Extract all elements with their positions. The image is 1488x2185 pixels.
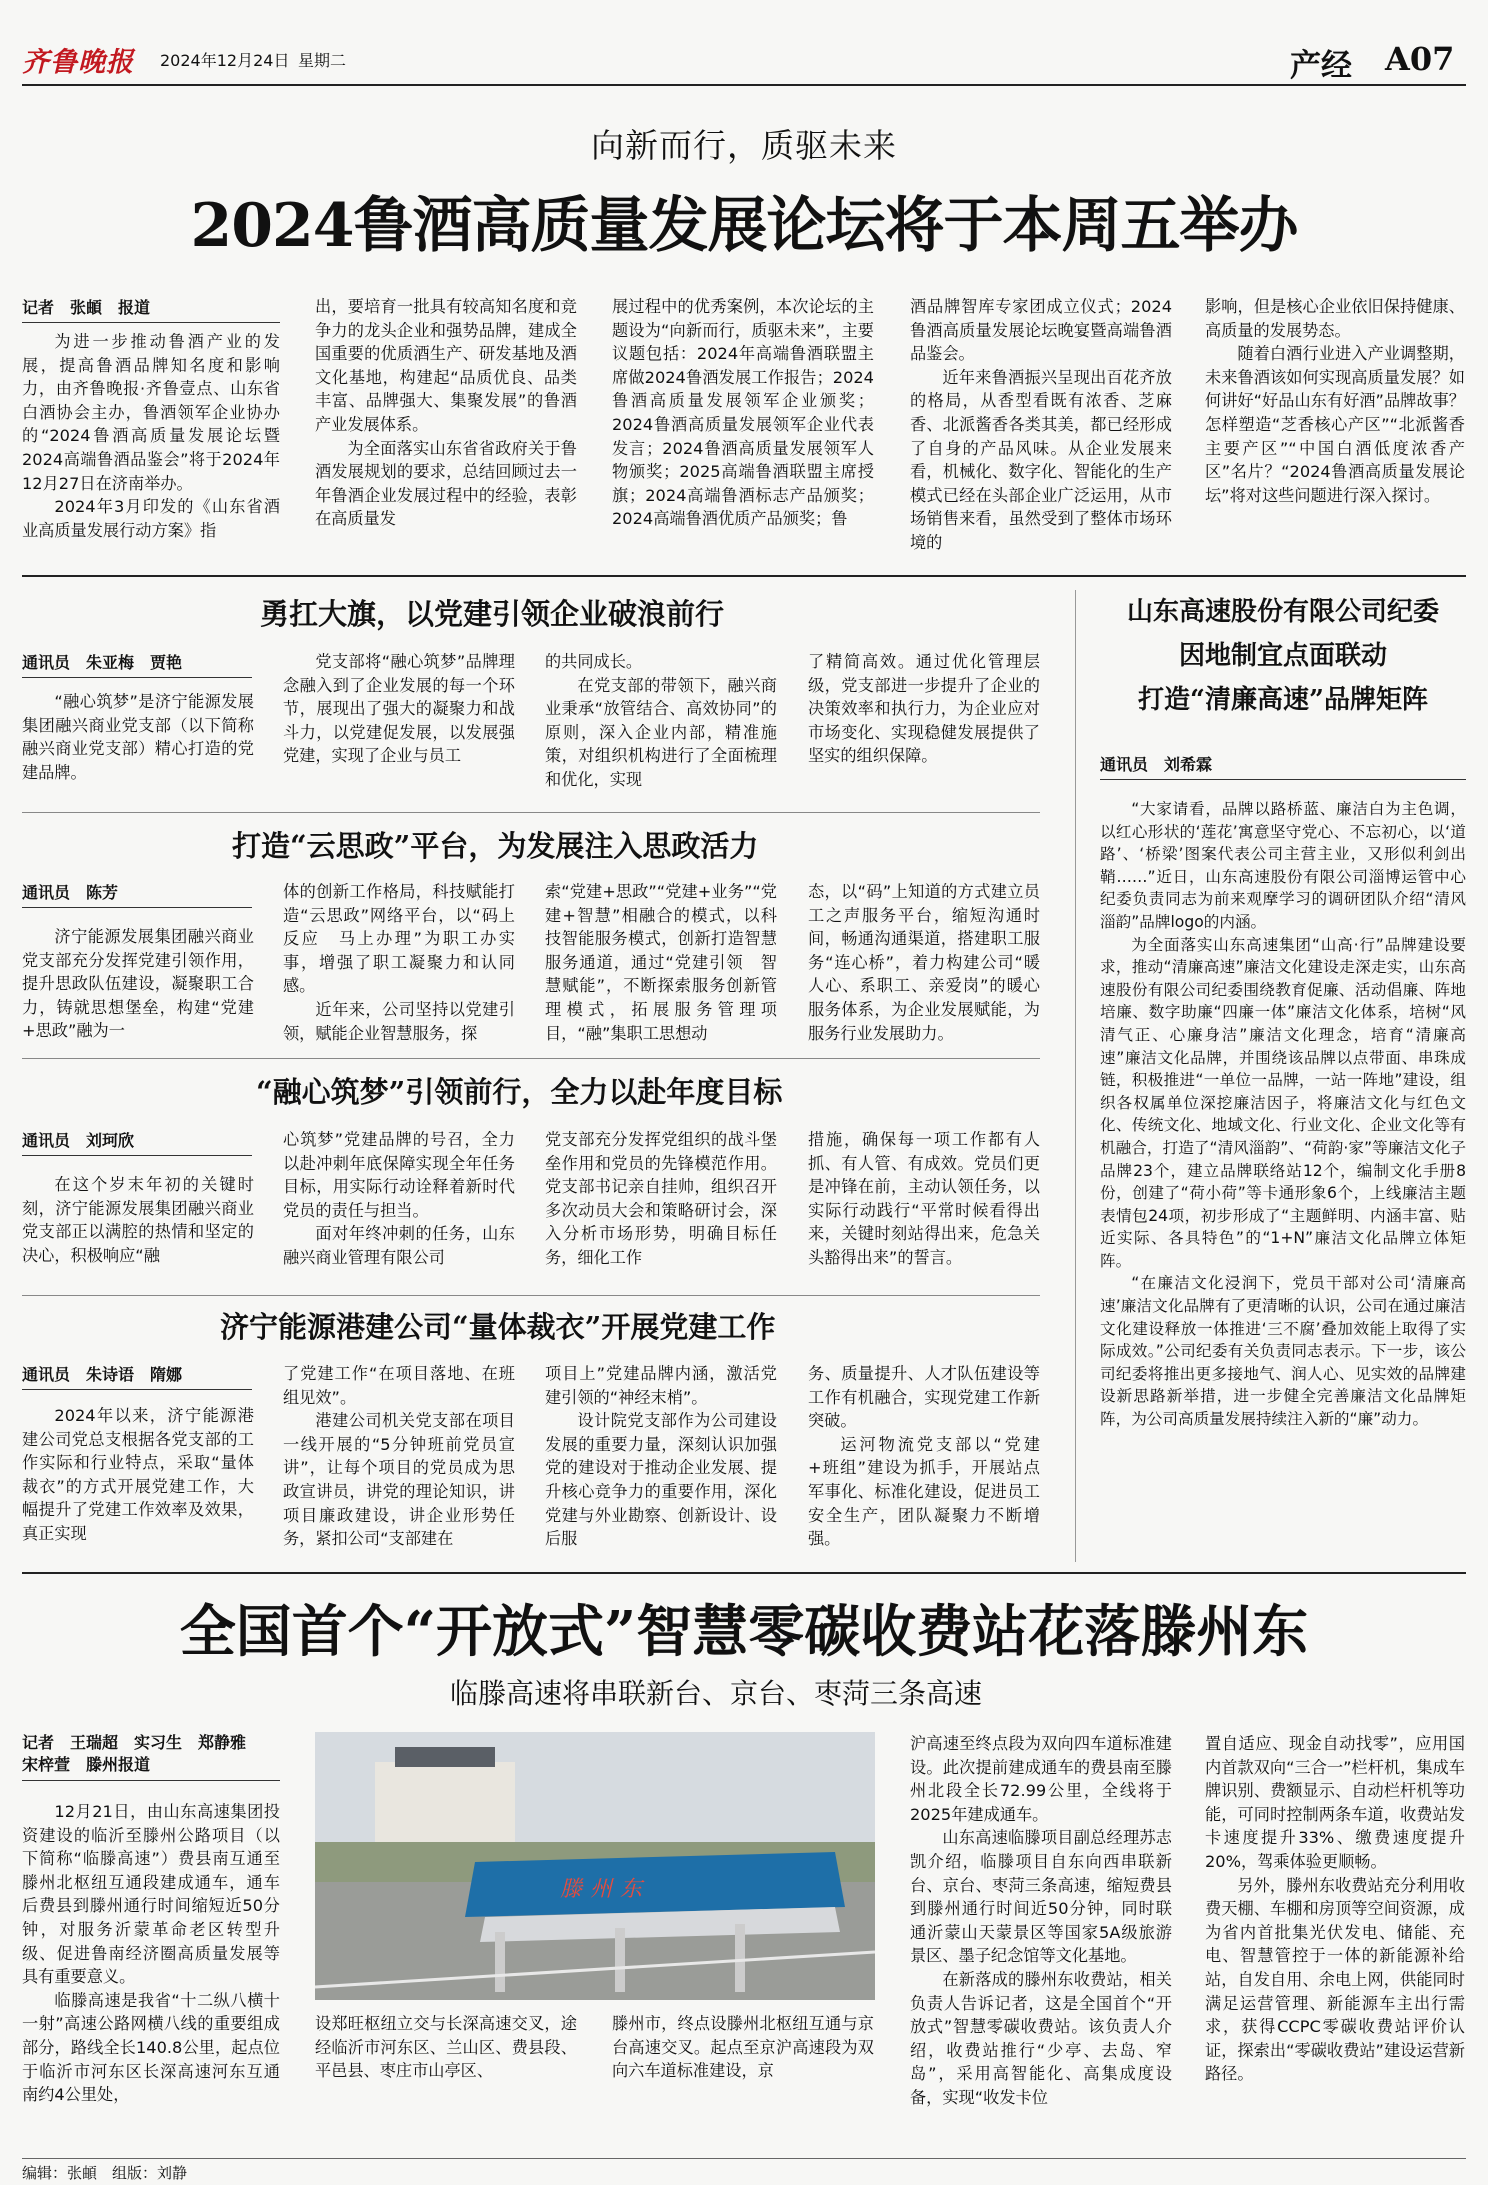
paragraph: 近年来鲁酒振兴呈现出百花齐放的格局，从香型看既有浓香、芝麻香、北派酱香各类其美，都已经形成了自身的产品风味。从企业发展来看，机械化、数字化、智能化的生产模式已经在头部企业广泛运用，从市场销售来看，虽然受到了整体市场环境的 [910,367,1172,552]
article1-column-3 [612,295,874,560]
paragraph: 在这个岁末年初的关键时刻，济宁能源发展集团融兴商业党支部正以满腔的热情和坚定的决心，积极响应“融 [22,1175,254,1265]
sidebar-divider [1075,590,1076,1562]
article2-subheadline: 临滕高速将串联新台、京台、枣菏三条高速 [450,1677,983,1710]
story2-column-1 [22,925,254,1045]
story3-column-1 [22,1173,254,1283]
paragraph: 了精简高效。通过优化管理层级，党支部进一步提升了企业的决策效率和执行力，为企业应对市场变化、实现稳健发展提供了坚实的组织保障。 [808,652,1040,766]
toll-station-sign: 滕州东 [560,1877,651,1902]
article1-column-5 [1205,295,1465,560]
paragraph: 山东高速临滕项目副总经理苏志凯介绍，临滕项目自东向西串联新台、京台、枣菏三条高速，缩短费县到滕州通行时间近50分钟，同时联通沂蒙山天蒙景区等国家5A级旅游景区、墨子纪念馆等文化基地。 [910,1828,1172,1966]
paragraph: 另外，滕州东收费站充分利用收费天棚、车棚和房顶等空间资源，成为省内首批集光伏发电、储能、充电、智慧管控于一体的新能源补给站，自发自用、余电上网，供能同时满足运营管理、新能源车主出行需求，获得CCPC零碳收费站评价认证，探索出“零碳收费站”建设运营新路径。 [1205,1875,1465,2084]
paragraph: 2024年以来，济宁能源港建公司党总支根据各党支部的工作实际和行业特点，采取“量体裁衣”的方式开展党建工作，大幅提升了党建工作效率及效果，真正实现 [22,1406,254,1543]
sidebar-byline: 通讯员 刘希霖 [1100,752,1466,780]
story4-column-4 [808,1362,1040,1564]
masthead [0,0,1488,88]
paragraph: 在党支部的带领下，融兴商业秉承“放管结合、高效协同”的原则，深入企业内部，精准施策，对组织机构进行了全面梳理和优化，实现 [545,675,777,789]
story1-byline: 通讯员 朱亚梅 贾艳 [22,650,252,678]
story4-column-1 [22,1404,254,1564]
toll-station-illustration [315,1732,875,2000]
story4-column-2 [283,1362,515,1564]
issue-date: 2024年12月24日 [160,51,290,70]
article2-column-4 [910,1732,1172,2155]
story2-headline: 打造“云思政”平台，为发展注入思政活力 [232,829,759,863]
paragraph: 面对年终冲刺的任务，山东融兴商业管理有限公司 [283,1224,515,1267]
paragraph: 沪高速至终点段为双向四车道标准建设。此次提前建成通车的费县南至滕州北段全长72.99公里，全线将于2025年建成通车。 [910,1734,1172,1824]
story4-byline: 通讯员 朱诗语 隋娜 [22,1362,252,1390]
sidebar-headline-line-3: 打造“清廉高速”品牌矩阵 [1138,685,1428,715]
footer-rule [22,2158,1466,2159]
paragraph: 党支部充分发挥党组织的战斗堡垒作用和党员的先锋模范作用。党支部书记亲自挂帅，组织召开多次动员大会和策略研讨会，深入分析市场形势，明确目标任务，细化工作 [545,1130,777,1267]
paragraph: 出，要培育一批具有较高知名度和竞争力的龙头企业和强势品牌，建成全国重要的优质酒生产、研发基地及酒文化基地，构建起“品质优良、品类丰富、品牌强大、集聚发展”的鲁酒产业发展体系。 [315,297,577,434]
paragraph: 滕州市，终点设滕州北枢纽互通与京台高速交叉。起点至京沪高速段为双向六车道标准建设，京 [612,2014,874,2081]
paragraph: “大家请看，品牌以路桥蓝、廉洁白为主色调，以红心形状的‘莲花’寓意坚守党心、不忘初心，以‘道路’、‘桥梁’图案代表公司主营主业，又形似利剑出鞘……”近日，山东高速股份有限公司淄博运管中心纪委负责同志为前来观摩学习的调研团队介绍“清风淄韵”品牌logo的内涵。 [1100,800,1466,931]
article2-column-1 [22,1800,280,2155]
paragraph: 体的创新工作格局，科技赋能打造“云思政”网络平台，以“码上反应 马上办理”为职工办实事，增强了职工凝聚力和认同感。 [283,882,515,996]
story2-column-2 [283,880,515,1045]
story-divider [22,1295,1040,1296]
story-divider [22,812,1040,813]
page-number: A07 [1385,40,1455,78]
article2-byline [22,1732,280,1781]
story1-column-4 [808,650,1040,800]
sidebar-headline-line-2: 因地制宜点面联动 [1178,641,1387,671]
newspaper-logo: 齐鲁晚报 [22,47,134,78]
section-name: 产经 [1290,48,1352,84]
paragraph: “在廉洁文化浸润下，党员干部对公司‘清廉高速’廉洁文化品牌有了更清晰的认识，公司在通过廉洁文化建设释放一体推进‘三不腐’叠加效能上取得了实际成效。”公司纪委有关负责同志表示。下一步，该公司纪委将推出更多接地气、润人心、见实效的品牌建设新思路新举措，进一步健全完善廉洁文化品牌矩阵，为公司高质量发展持续注入新的“廉”动力。 [1100,1274,1466,1429]
paragraph: 的共同成长。 [545,652,643,671]
story3-headline: “融心筑梦”引领前行，全力以赴年度目标 [256,1075,783,1109]
paragraph: 心筑梦”党建品牌的号召，全力以赴冲刺年底保障实现全年任务目标，用实际行动诠释着新时代党员的责任与担当。 [283,1130,515,1220]
paragraph: 近年来，公司坚持以党建引领，赋能企业智慧服务，探 [283,999,515,1043]
paragraph: 随着白酒行业进入产业调整期，未来鲁酒该如何实现高质量发展？如何讲好“好品山东有好酒”品牌故事？怎样塑造“芝香核心产区”“北派酱香主要产区”“中国白酒低度浓香产区”名片？“2024鲁酒高质量发展论坛”将对这些问题进行深入探讨。 [1205,344,1465,505]
article2-column-3 [612,2012,874,2155]
story3-column-3 [545,1128,777,1283]
paragraph: 2024年3月印发的《山东省酒业高质量发展行动方案》指 [22,497,280,540]
paragraph: 党支部将“融心筑梦”品牌理念融入到了企业发展的每一个环节，展现出了强大的凝聚力和战斗力，以党建促发展，以发展强党建，实现了企业与员工 [283,652,515,766]
paragraph: 置自适应、现金自动找零”，应用国内首款双向“三合一”栏杆机，集成车牌识别、费额显示、自动栏杆机等功能，可同时控制两条车道，收费站发卡速度提升33%、缴费速度提升20%，驾乘体验更顺畅。 [1205,1734,1465,1871]
paragraph: 索“党建+思政”“党建+业务”“党建+智慧”相融合的模式，以科技智能服务模式，创新打造智慧服务通道，通过“党建引领 智慧赋能”，不断探索服务创新管理模式，拓展服务管理项目，“融”集职工思想动 [545,882,777,1043]
paragraph: “融心筑梦”是济宁能源发展集团融兴商业党支部（以下简称融兴商业党支部）精心打造的党建品牌。 [22,692,254,782]
article1-column-1 [22,330,280,560]
paragraph: 港建公司机关党支部在项目一线开展的“5分钟班前党员宣讲”，让每个项目的党员成为思政宣讲员，讲党的理论知识，讲项目廉政建设，讲企业形势任务，紧扣公司“支部建在 [283,1411,515,1549]
paragraph: 酒品牌智库专家团成立仪式；2024鲁酒高质量发展论坛晚宴暨高端鲁酒品鉴会。 [910,297,1172,364]
paragraph: 设郑旺枢纽立交与长深高速交叉，途经临沂市河东区、兰山区、费县段、平邑县、枣庄市山亭区、 [315,2014,577,2081]
paragraph: 了党建工作“在项目落地、在班组见效”。 [283,1364,515,1407]
article1-kicker: 向新而行，质驱未来 [591,126,897,165]
story1-column-1 [22,690,254,800]
sidebar-headline-line-1: 山东高速股份有限公司纪委 [1126,597,1439,627]
paragraph: 设计院党支部作为公司建设发展的重要力量，深刻认识加强党的建设对于推动企业发展、提升核心竞争力的重要作用，深化党建与外业勘察、创新设计、设后服 [545,1411,777,1549]
paragraph: 为全面落实山东省省政府关于鲁酒发展规划的要求，总结回顾过去一年鲁酒企业发展过程中的经验，表彰在高质量发 [315,438,577,529]
paragraph: 为进一步推动鲁酒产业的发展，提高鲁酒品牌知名度和影响力，由齐鲁晚报·齐鲁壹点、山东省白酒协会主办，鲁酒领军企业协办的“2024鲁酒高质量发展论坛暨2024高端鲁酒品鉴会”将于2024年12月27日在济南举办。 [22,332,280,493]
paragraph: 影响，但是核心企业依旧保持健康、高质量的发展势态。 [1205,297,1465,340]
story2-byline: 通讯员 陈芳 [22,880,252,908]
paragraph: 为全面落实山东高速集团“山高·行”品牌建设要求，推动“清廉高速”廉洁文化建设走深走实，山东高速股份有限公司纪委围绕教育促廉、活动倡廉、阵地培廉、数字助廉“四廉一体”廉洁文化体系，培树“风清气正、心廉身洁”廉洁文化理念，培育“清廉高速”廉洁文化品牌，并围绕该品牌以点带面、串珠成链，积极推进“一单位一品牌，一站一阵地”建设，组织各权属单位深挖廉洁因子，将廉洁文化与红色文化、传统文化、地域文化、行业文化、企业文化等有机融合，打造了“清风淄韵”、“荷韵·家”等廉洁文化子品牌23个，建立品牌联络站12个，编制文化手册8份，创建了“荷小荷”等卡通形象6个，上线廉洁主题表情包24项，初步形成了“主题鲜明、内涵丰富、贴近实际、各具特色”的“1+N”廉洁文化品牌立体矩阵。 [1100,935,1466,1270]
article1-column-2 [315,295,577,560]
masthead-rule [22,84,1466,86]
paragraph: 临滕高速是我省“十二纵八横十一射”高速公路网横八线的重要组成部分，路线全长140.8公里，起点位于临沂市河东区长深高速河东互通南约4公里处， [22,1990,280,2105]
story2-column-4 [808,880,1040,1045]
paragraph: 12月21日，由山东高速集团投资建设的临沂至滕州公路项目（以下简称“临滕高速”）费县南互通至滕州北枢纽互通段建成通车，通车后费县到滕州通行时间缩短近50分钟，对服务沂蒙革命老区转型升级、促进鲁南经济圈高质量发展等具有重要意义。 [22,1802,280,1987]
issue-weekday: 星期二 [298,51,347,70]
story1-column-3 [545,650,777,800]
article1-byline: 记者 张頔 报道 [22,295,280,323]
article2-headline: 全国首个“开放式”智慧零碳收费站花落滕州东 [179,1599,1309,1665]
toll-station-photo [315,1732,875,2000]
paragraph: 展过程中的优秀案例，本次论坛的主题设为“向新而行，质驱未来”，主要议题包括：2024年高端鲁酒联盟主席做2024鲁酒发展工作报告；2024鲁酒高质量发展领军企业颁奖；2024鲁酒高质量发展领军企业代表发言；2024鲁酒高质量发展领军人物颁奖；2025高端鲁酒联盟主席授旗；2024高端鲁酒标志产品颁奖；2024高端鲁酒优质产品颁奖；鲁 [612,297,874,529]
story2-column-3 [545,880,777,1045]
article2-column-5 [1205,1732,1465,2155]
story4-column-3 [545,1362,777,1564]
story4-headline: 济宁能源港建公司“量体裁衣”开展党建工作 [220,1310,776,1344]
paragraph: 务、质量提升、人才队伍建设等工作有机融合，实现党建工作新突破。 [808,1364,1040,1431]
story3-column-4 [808,1128,1040,1283]
story1-column-2 [283,650,515,800]
article1-headline: 2024鲁酒高质量发展论坛将于本周五举办 [190,191,1298,261]
footer-credits: 编辑：张頔 组版：刘静 [22,2164,188,2182]
paragraph: 在新落成的滕州东收费站，相关负责人告诉记者，这是全国首个“开放式”智慧零碳收费站。该负责人介绍，收费站推行“少亭、去岛、窄岛”，采用高智能化、高集成度设备，实现“收发卡位 [910,1969,1172,2107]
article2-column-2 [315,2012,577,2155]
article1-column-4 [910,295,1172,560]
paragraph: 项目上”党建品牌内涵，激活党建引领的“神经末梢”。 [545,1364,777,1407]
byline-line: 宋梓萱 滕州报道 [22,1755,151,1774]
story1-headline: 勇扛大旗，以党建引领企业破浪前行 [260,597,725,631]
paragraph: 措施，确保每一项工作都有人抓、有人管、有成效。党员们更是冲锋在前，主动认领任务，以实际行动践行“平常时候看得出来，关键时刻站得出来，危急关头豁得出来”的誓言。 [808,1130,1040,1267]
paragraph: 态，以“码”上知道的方式建立员工之声服务平台，缩短沟通时间，畅通沟通渠道，搭建职工服务“连心桥”，着力构建公司“暖人心、系职工、亲爱岗”的暖心服务体系，为企业发展赋能，为服务行业发展助力。 [808,882,1040,1043]
paragraph: 济宁能源发展集团融兴商业党支部充分发挥党建引领作用，提升思政队伍建设，凝聚职工合力，铸就思想堡垒，构建“党建+思政”融为一 [22,927,254,1041]
paragraph: 运河物流党支部以“党建+班组”建设为抓手，开展站点军事化、标准化建设，促进员工安全生产，团队凝聚力不断增强。 [808,1434,1040,1549]
story3-byline: 通讯员 刘珂欣 [22,1128,252,1156]
story3-column-2 [283,1128,515,1283]
section-rule [22,1572,1466,1574]
byline-line: 记者 王瑞超 实习生 郑静雅 [22,1733,247,1752]
sidebar-body [1100,798,1466,1562]
story-divider [22,1058,1040,1059]
section-rule [22,575,1466,577]
